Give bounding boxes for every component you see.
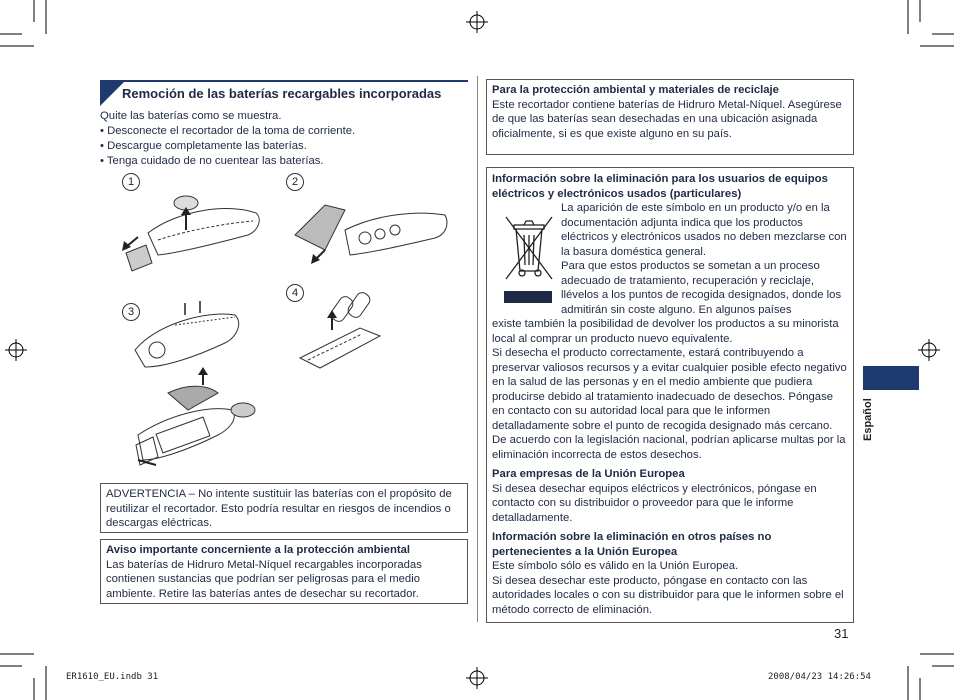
disposal-info-box — [486, 167, 854, 623]
step-number-2: 2 — [286, 173, 304, 191]
step-number-3: 3 — [122, 303, 140, 321]
notice-title: Aviso importante concerniente a la protección ambiental — [106, 544, 411, 556]
column-divider — [477, 76, 478, 622]
warning-text: ADVERTENCIA – No intente sustituir las baterías con el propósito de reutilizar el recortador. Esto podría resultar en riesgos de incendios o descargas eléctricas. — [106, 488, 452, 529]
registration-mark-left — [5, 339, 27, 361]
bullet-1: • Desconecte el recortador de la toma de corriente. — [100, 125, 356, 137]
warning-box — [100, 483, 468, 533]
language-label-text: Español — [862, 398, 874, 441]
language-label — [850, 395, 890, 451]
weee-bin-icon — [500, 211, 560, 311]
step-number-1: 1 — [122, 173, 140, 191]
illustration-step-1 — [118, 185, 268, 285]
footer-timestamp: 2008/04/23 14:26:54 — [768, 672, 871, 682]
env-text: Este recortador contiene baterías de Hidruro Metal-Níquel. Asegúrese de que las baterías sean desechadas en una ubicación asignada oficialmente, si es que existe alguno en su país. — [492, 98, 842, 140]
page-number: 31 — [834, 626, 849, 641]
business-text: Si desea desechar equipos eléctricos y electrónicos, póngase en contacto con su distribuidor o proveedor para que le informe detalladamente. — [492, 482, 817, 524]
notice-text: Las baterías de Hidruro Metal-Níquel recargables incorporadas contienen sustancias que podrían ser peligrosas para el medio ambiente. Retire las baterías antes de desechar su recortador. — [106, 558, 422, 600]
language-tab — [863, 366, 919, 390]
footer-file-info: ER1610_EU.indb 31 — [66, 672, 159, 682]
notice-box — [100, 539, 468, 604]
registration-mark-top — [466, 11, 488, 33]
disposal-info-text-4: De acuerdo con la legislación nacional, podrían aplicarse multas por la eliminación incorrecta de estos desechos. — [492, 434, 846, 461]
disposal-info-text-3: Si desecha el producto correctamente, estará contribuyendo a preservar valiosos recursos y a evitar cualquier posible efecto negativo en la salud de las personas y en el medio ambiente que pudiera producirse debido al tratamiento inadecuado de desechos. Póngase en contacto con su autoridad local para que le informen detalladamente sobre el punto de recogida designado más cercano. — [492, 347, 847, 432]
illustration-step-2 — [285, 190, 455, 280]
section-title — [100, 80, 468, 106]
illustration-step-3b — [118, 365, 258, 475]
disposal-info-title: Información sobre la eliminación para los usuarios de equipos eléctricos y electrónicos usados (particulares) — [492, 173, 828, 200]
registration-mark-right — [918, 339, 940, 361]
other-countries-text-1: Este símbolo sólo es válido en la Unión Europea. — [492, 560, 739, 572]
env-title: Para la protección ambiental y materiales de reciclaje — [492, 84, 779, 96]
disposal-info-text-1: La aparición de este símbolo en un producto y/o en la documentación adjunta indica que los productos eléctricos y electrónicos usados no deben mezclarse con la basura doméstica general. — [561, 202, 847, 258]
illustration-step-4 — [290, 288, 390, 378]
env-box — [486, 79, 854, 155]
section-title-text: Remoción de las baterías recargables incorporadas — [122, 86, 442, 101]
bullet-3: • Tenga cuidado de no cuentear las baterías. — [100, 155, 324, 167]
other-countries-title: Información sobre la eliminación en otros países no pertenecientes a la Unión Europea — [492, 531, 772, 558]
other-countries-text-2: Si desea desechar este producto, póngase en contacto con las autoridades locales o con su distribuidor para que le informen sobre el método correcto de eliminación. — [492, 574, 844, 616]
disposal-info-text-2a: Para que estos productos se sometan a un proceso adecuado de tratamiento, recuperación y reciclaje, llévelos a los puntos de recogida designados, donde los admitirán sin coste alguno. En algunos países — [561, 260, 842, 316]
business-title: Para empresas de la Unión Europea — [492, 468, 685, 480]
intro-text: Quite las baterías como se muestra. — [100, 110, 282, 122]
registration-mark-bottom — [466, 667, 488, 689]
disposal-info-text-2b: existe también la posibilidad de devolver los productos a su minorista local al comprar un producto nuevo equivalente. — [492, 318, 839, 345]
bullet-2: • Descargue completamente las baterías. — [100, 140, 307, 152]
step-number-4: 4 — [286, 284, 304, 302]
